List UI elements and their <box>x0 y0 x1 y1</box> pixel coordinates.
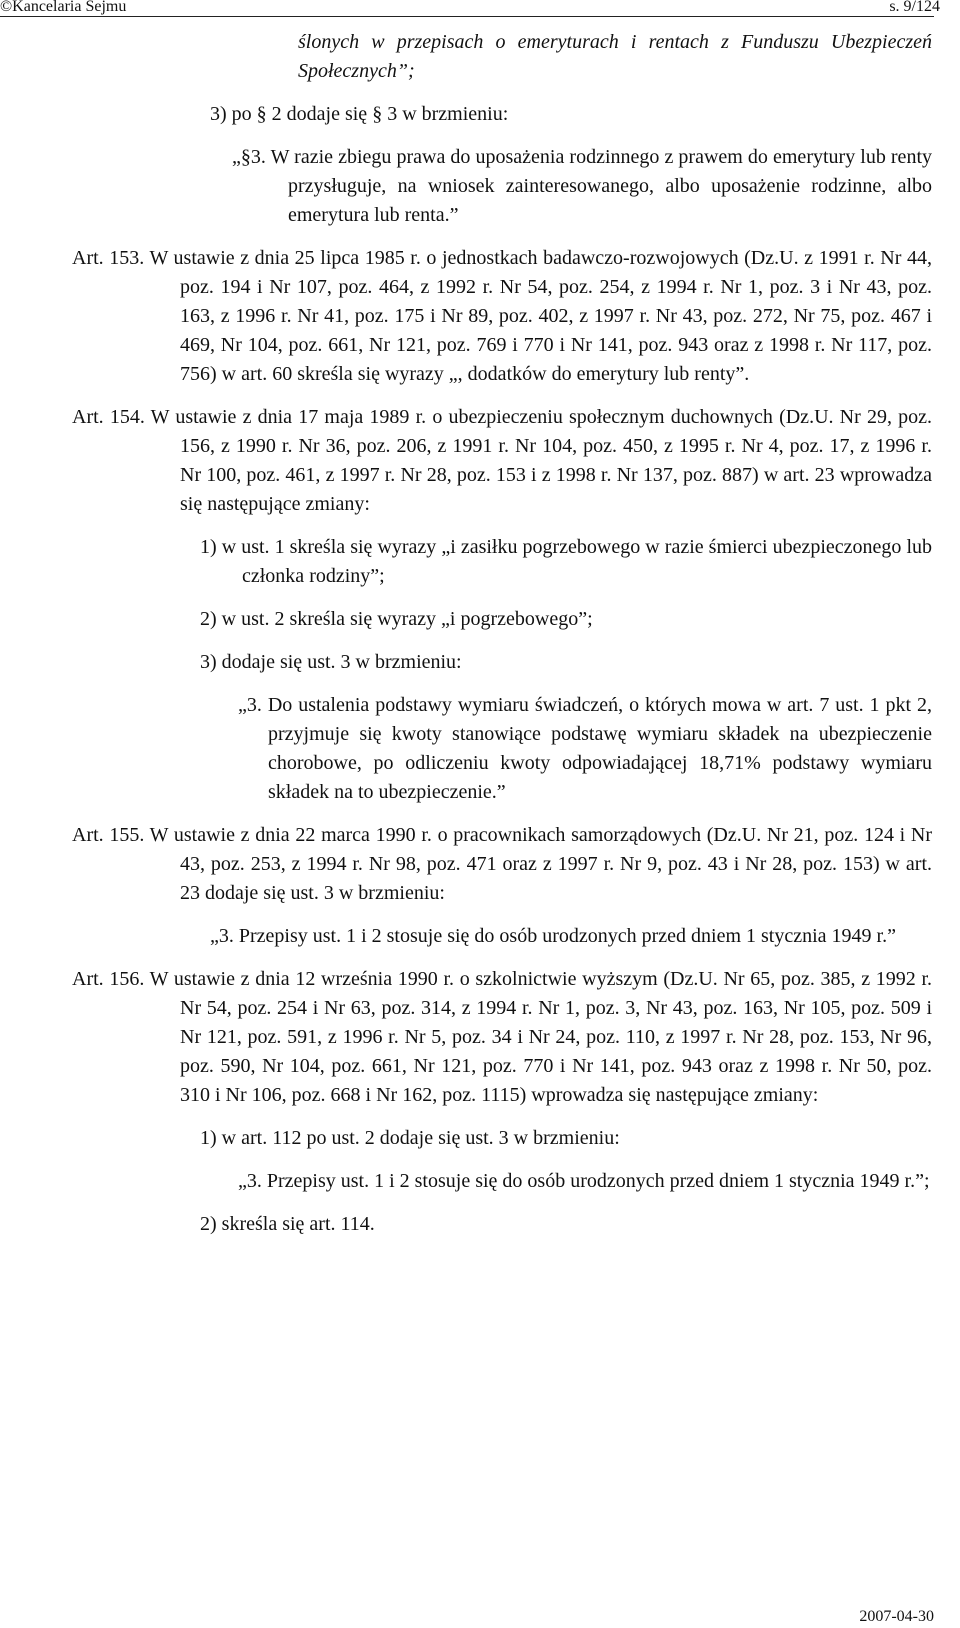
article-156: Art. 156. W ustawie z dnia 12 września 1990 r. o szkolnictwie wyższym (Dz.U. Nr 65, poz. 385, z 1992 r. Nr 54, poz. 254 i Nr 63, poz. 314, z 1994 r. Nr 1, poz. 3, Nr 43, poz. 163, Nr 105, poz. 509 i Nr 121, poz. 591, z 1996 r. Nr 5, poz. 34 i Nr 24, poz. 110, z 1997 r. Nr 28, poz. 153, Nr 96, poz. 590, Nr 104, poz. 661, Nr 121, poz. 770 i Nr 141, poz. 943 oraz z 1998 r. Nr 50, poz. 310 i Nr 106, poz. 668 i Nr 162, poz. 1115) wprowadza się następujące zmiany: <box>72 968 932 1106</box>
article-154-point-1: 1) w ust. 1 skreśla się wyrazy „i zasiłku pogrzebowego w razie śmierci ubezpieczonego lub członka rodziny”; <box>200 536 932 587</box>
article-156-point-1: 1) w art. 112 po ust. 2 dodaje się ust. 3 w brzmieniu: <box>200 1127 620 1149</box>
page-header <box>0 0 960 17</box>
article-153: Art. 153. W ustawie z dnia 25 lipca 1985 r. o jednostkach badawczo-rozwojowych (Dz.U. z 1991 r. Nr 44, poz. 194 i Nr 107, poz. 464, z 1992 r. Nr 54, poz. 254, z 1994 r. Nr 1, poz. 3 i Nr 43, poz. 163, z 1996 r. Nr 41, poz. 175 i Nr 89, poz. 402, z 1997 r. Nr 43, poz. 272, Nr 75, poz. 467 i 469, Nr 104, poz. 661, Nr 121, poz. 769 i 770 i Nr 141, poz. 943 oraz z 1998 r. Nr 117, poz. 756) w art. 60 skreśla się wyrazy „, dodatków do emerytury lub renty”. <box>72 247 932 385</box>
article-154-quoted-provision: „3. Do ustalenia podstawy wymiaru świadczeń, o których mowa w art. 7 ust. 1 pkt 2, przyjmuje się kwoty stanowiące podstawę wymiaru składek na ubezpieczenie chorobowe, po odliczeniu kwoty odpowiadającej 18,71% podstawy wymiaru składek na to ubezpieczenie.” <box>238 694 932 803</box>
quoted-provision: „§3. W razie zbiegu prawa do uposażenia rodzinnego z prawem do emerytury lub renty przysługuje, na wniosek zainteresowanego, albo uposażenie rodzinne, albo emerytura lub renta.” <box>232 146 932 226</box>
article-155: Art. 155. W ustawie z dnia 22 marca 1990 r. o pracownikach samorządowych (Dz.U. Nr 21, poz. 124 i Nr 43, poz. 253, z 1994 r. Nr 98, poz. 471 oraz z 1997 r. Nr 9, poz. 43 i Nr 28, poz. 153) w art. 23 dodaje się ust. 3 w brzmieniu: <box>72 824 932 904</box>
article-154-point-2: 2) w ust. 2 skreśla się wyrazy „i pogrzebowego”; <box>200 608 593 630</box>
continued-quote: ślonych w przepisach o emeryturach i rentach z Funduszu Ubezpieczeń Społecznych”; <box>298 31 932 82</box>
document-body <box>0 28 960 1239</box>
point-3: 3) po § 2 dodaje się § 3 w brzmieniu: <box>210 103 509 125</box>
article-156-quoted-provision: „3. Przepisy ust. 1 i 2 stosuje się do osób urodzonych przed dniem 1 stycznia 1949 r.”; <box>238 1170 930 1192</box>
header-rule <box>0 16 934 17</box>
publisher-label: ©Kancelaria Sejmu <box>0 0 127 15</box>
article-156-point-2: 2) skreśla się art. 114. <box>200 1213 375 1235</box>
footer-date: 2007-04-30 <box>859 1608 934 1625</box>
article-155-quoted-provision: „3. Przepisy ust. 1 i 2 stosuje się do osób urodzonych przed dniem 1 stycznia 1949 r.” <box>210 925 896 947</box>
article-154: Art. 154. W ustawie z dnia 17 maja 1989 r. o ubezpieczeniu społecznym duchownych (Dz.U. Nr 29, poz. 156, z 1990 r. Nr 36, poz. 206, z 1991 r. Nr 104, poz. 450, z 1995 r. Nr 4, poz. 17, z 1996 r. Nr 100, poz. 461, z 1997 r. Nr 28, poz. 153 i z 1998 r. Nr 137, poz. 887) w art. 23 wprowadza się następujące zmiany: <box>72 406 932 515</box>
article-154-point-3: 3) dodaje się ust. 3 w brzmieniu: <box>200 651 462 673</box>
page-number-text: s. 9/124 <box>889 0 940 15</box>
page-number <box>889 0 940 17</box>
